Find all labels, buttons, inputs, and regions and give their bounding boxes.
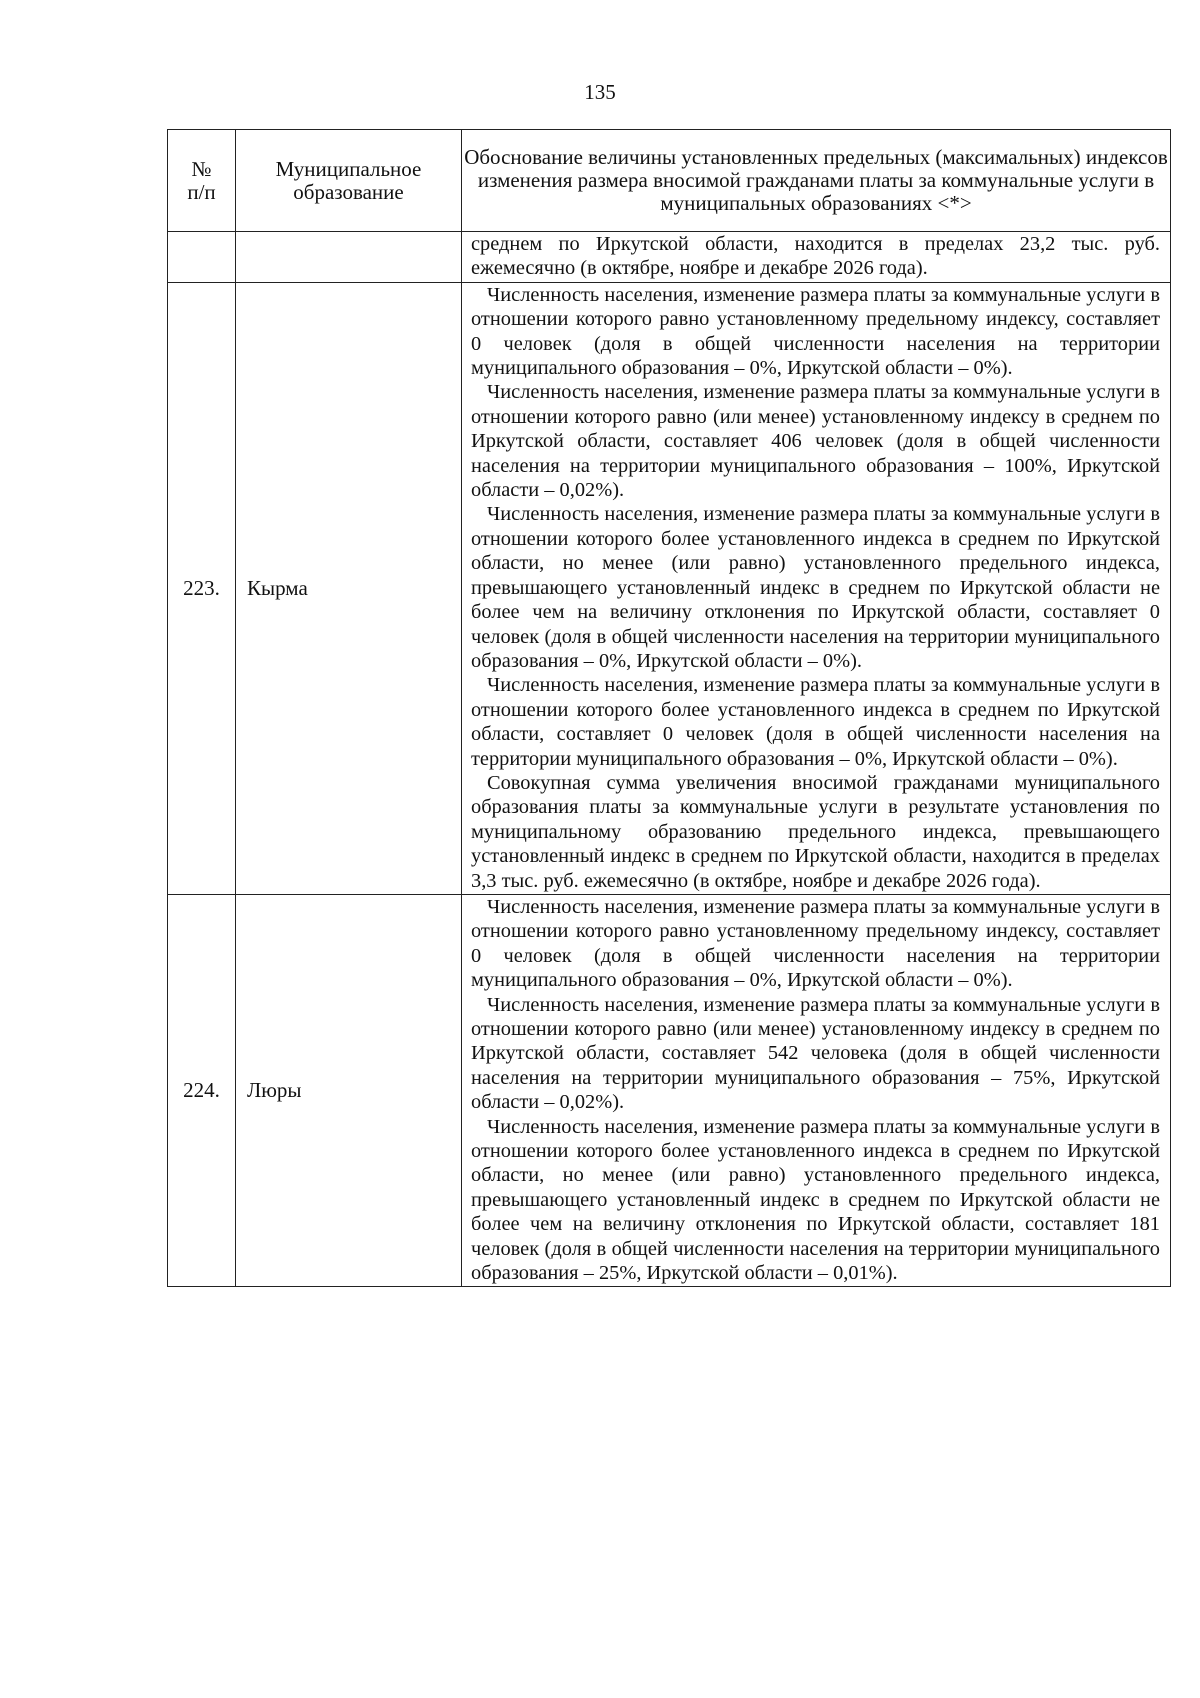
row-number: 224.	[168, 894, 236, 1287]
justification-paragraph: Численность населения, изменение размера платы за коммунальные услуги в отношении которого равно (или менее) установленному индексу в среднем по Иркутской области, составляет 542 человека (доля в общей численности населения на территории муниципального образования – 75%, Иркутской области – 0,02%).	[471, 993, 1160, 1114]
header-num: № п/п	[168, 130, 236, 232]
municipality-name: Люры	[236, 894, 462, 1287]
justification-paragraph: Численность населения, изменение размера платы за коммунальные услуги в отношении которого равно установленному предельному индексу, составляет 0 человек (доля в общей численности населения на территории муниципального образования – 0%, Иркутской области – 0%).	[471, 283, 1160, 380]
justification-paragraph: среднем по Иркутской области, находится в пределах 23,2 тыс. руб. ежемесячно (в октябре, ноябре и декабре 2026 года).	[471, 233, 1160, 280]
tariff-justification-table	[167, 129, 1171, 1287]
justification-paragraph: Численность населения, изменение размера платы за коммунальные услуги в отношении которого равно установленному предельному индексу, составляет 0 человек (доля в общей численности населения на территории муниципального образования – 0%, Иркутской области – 0%).	[471, 895, 1160, 992]
justification-cell	[462, 232, 1171, 283]
justification-paragraph: Численность населения, изменение размера платы за коммунальные услуги в отношении которого равно (или менее) установленному индексу в среднем по Иркутской области, составляет 406 человек (доля в общей численности населения на территории муниципального образования – 100%, Иркутской области – 0,02%).	[471, 381, 1160, 502]
justification-paragraph: Численность населения, изменение размера платы за коммунальные услуги в отношении которого более установленного индекса в среднем по Иркутской области, но менее (или равно) установленного предельного индекса, превышающего установленный индекс в среднем по Иркутской области не более чем на величину отклонения по Иркутской области, составляет 181 человек (доля в общей численности населения на территории муниципального образования – 25%, Иркутской области – 0,01%).	[471, 1115, 1160, 1285]
justification-paragraph: Совокупная сумма увеличения вносимой гражданами муниципального образования платы за коммунальные услуги в результате установления по муниципальному образованию предельного индекса, превышающего установленный индекс в среднем по Иркутской области, находится в пределах 3,3 тыс. руб. ежемесячно (в октябре, ноябре и декабре 2026 года).	[471, 771, 1160, 892]
justification-paragraph: Численность населения, изменение размера платы за коммунальные услуги в отношении которого более установленного индекса в среднем по Иркутской области, но менее (или равно) установленного предельного индекса, превышающего установленный индекс в среднем по Иркутской области не более чем на величину отклонения по Иркутской области, составляет 0 человек (доля в общей численности населения на территории муниципального образования – 0%, Иркутской области – 0%).	[471, 503, 1160, 672]
table-row	[168, 232, 1171, 283]
table-row	[168, 894, 1171, 1287]
table-row	[168, 282, 1171, 894]
justification-paragraph: Численность населения, изменение размера платы за коммунальные услуги в отношении которого более установленного индекса в среднем по Иркутской области, составляет 0 человек (доля в общей численности населения на территории муниципального образования – 0%, Иркутской области – 0%).	[471, 674, 1160, 770]
table-header-row	[168, 130, 1171, 232]
row-number: 223.	[168, 282, 236, 894]
header-municipality: Муниципальное образование	[236, 130, 462, 232]
header-justification: Обоснование величины установленных предельных (максимальных) индексов изменения размера вносимой гражданами платы за коммунальные услуги в муниципальных образованиях <*>	[462, 130, 1171, 232]
justification-cell	[462, 282, 1171, 894]
row-number	[168, 232, 236, 283]
municipality-name: Кырма	[236, 282, 462, 894]
page-number: 135	[584, 80, 616, 104]
municipality-name	[236, 232, 462, 283]
justification-cell	[462, 894, 1171, 1287]
